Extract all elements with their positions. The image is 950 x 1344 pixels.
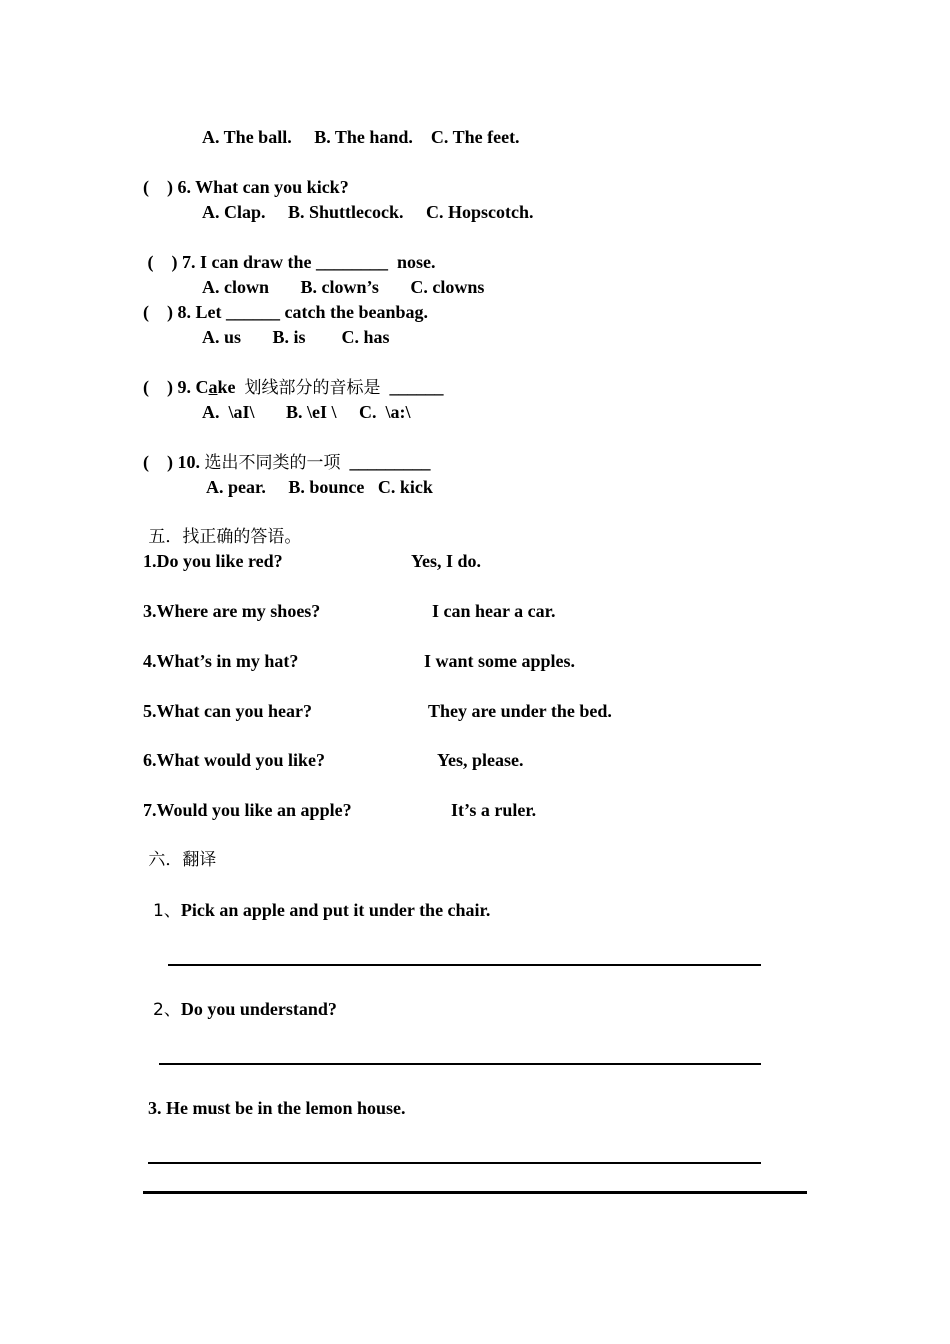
match-question: 4.What’s in my hat? <box>143 651 299 671</box>
item-number: 2、 <box>153 1000 181 1020</box>
match-question: 1.Do you like red? <box>143 551 283 571</box>
answer-line-2[interactable] <box>159 1063 761 1065</box>
q9-underlined-letter: a <box>208 377 218 397</box>
item-text: Pick an apple and put it under the chair. <box>180 900 491 920</box>
page-bottom-rule <box>143 1191 807 1194</box>
q9-word-rest: ke <box>217 377 245 397</box>
q9-chinese-prompt: 划线部分的音标是 <box>244 378 381 398</box>
q10-blank: _________ <box>340 452 431 472</box>
q6-options: A. Clap. B. Shuttlecock. C. Hopscotch. <box>202 202 534 222</box>
match-question: 3.Where are my shoes? <box>143 601 321 621</box>
match-answer: I can hear a car. <box>432 601 556 621</box>
q8-options: A. us B. is C. has <box>202 327 390 347</box>
section6-title: 六．翻译 <box>143 850 217 870</box>
q8-question: ( ) 8. Let ______ catch the beanbag. <box>143 302 428 322</box>
match-answer: It’s a ruler. <box>451 800 537 820</box>
q10-question <box>143 451 431 474</box>
q9-options: A. \aI\ B. \eI \ C. \a:\ <box>202 402 411 422</box>
match-answer: They are under the bed. <box>428 701 612 721</box>
q6-question: ( ) 6. What can you kick? <box>143 177 349 197</box>
translation-item-3: 3. He must be in the lemon house. <box>148 1098 406 1118</box>
translation-item-2 <box>153 998 337 1021</box>
match-question: 5.What can you hear? <box>143 701 313 721</box>
item-number: 1、 <box>153 901 181 921</box>
q7-question: ( ) 7. I can draw the ________ nose. <box>143 252 436 272</box>
q10-chinese-prompt: 选出不同类的一项 <box>204 453 341 473</box>
match-answer: Yes, please. <box>437 750 524 770</box>
translation-item-1 <box>153 899 490 922</box>
answer-line-1[interactable] <box>168 964 761 966</box>
item-text: Do you understand? <box>180 999 337 1019</box>
match-question: 7.Would you like an apple? <box>143 800 352 820</box>
q7-options: A. clown B. clown’s C. clowns <box>202 277 485 297</box>
match-answer: Yes, I do. <box>411 551 482 571</box>
section5-title: 五．找正确的答语。 <box>143 527 302 547</box>
q5-options: A. The ball. B. The hand. C. The feet. <box>202 127 520 147</box>
q9-question <box>143 376 444 399</box>
match-question: 6.What would you like? <box>143 750 326 770</box>
q10-options: A. pear. B. bounce C. kick <box>206 477 433 497</box>
match-answer: I want some apples. <box>424 651 576 671</box>
q9-prefix: ( ) 9. C <box>143 377 209 397</box>
q10-prefix: ( ) 10. <box>143 452 205 472</box>
q9-blank: ______ <box>380 377 444 397</box>
answer-line-3[interactable] <box>148 1162 761 1164</box>
